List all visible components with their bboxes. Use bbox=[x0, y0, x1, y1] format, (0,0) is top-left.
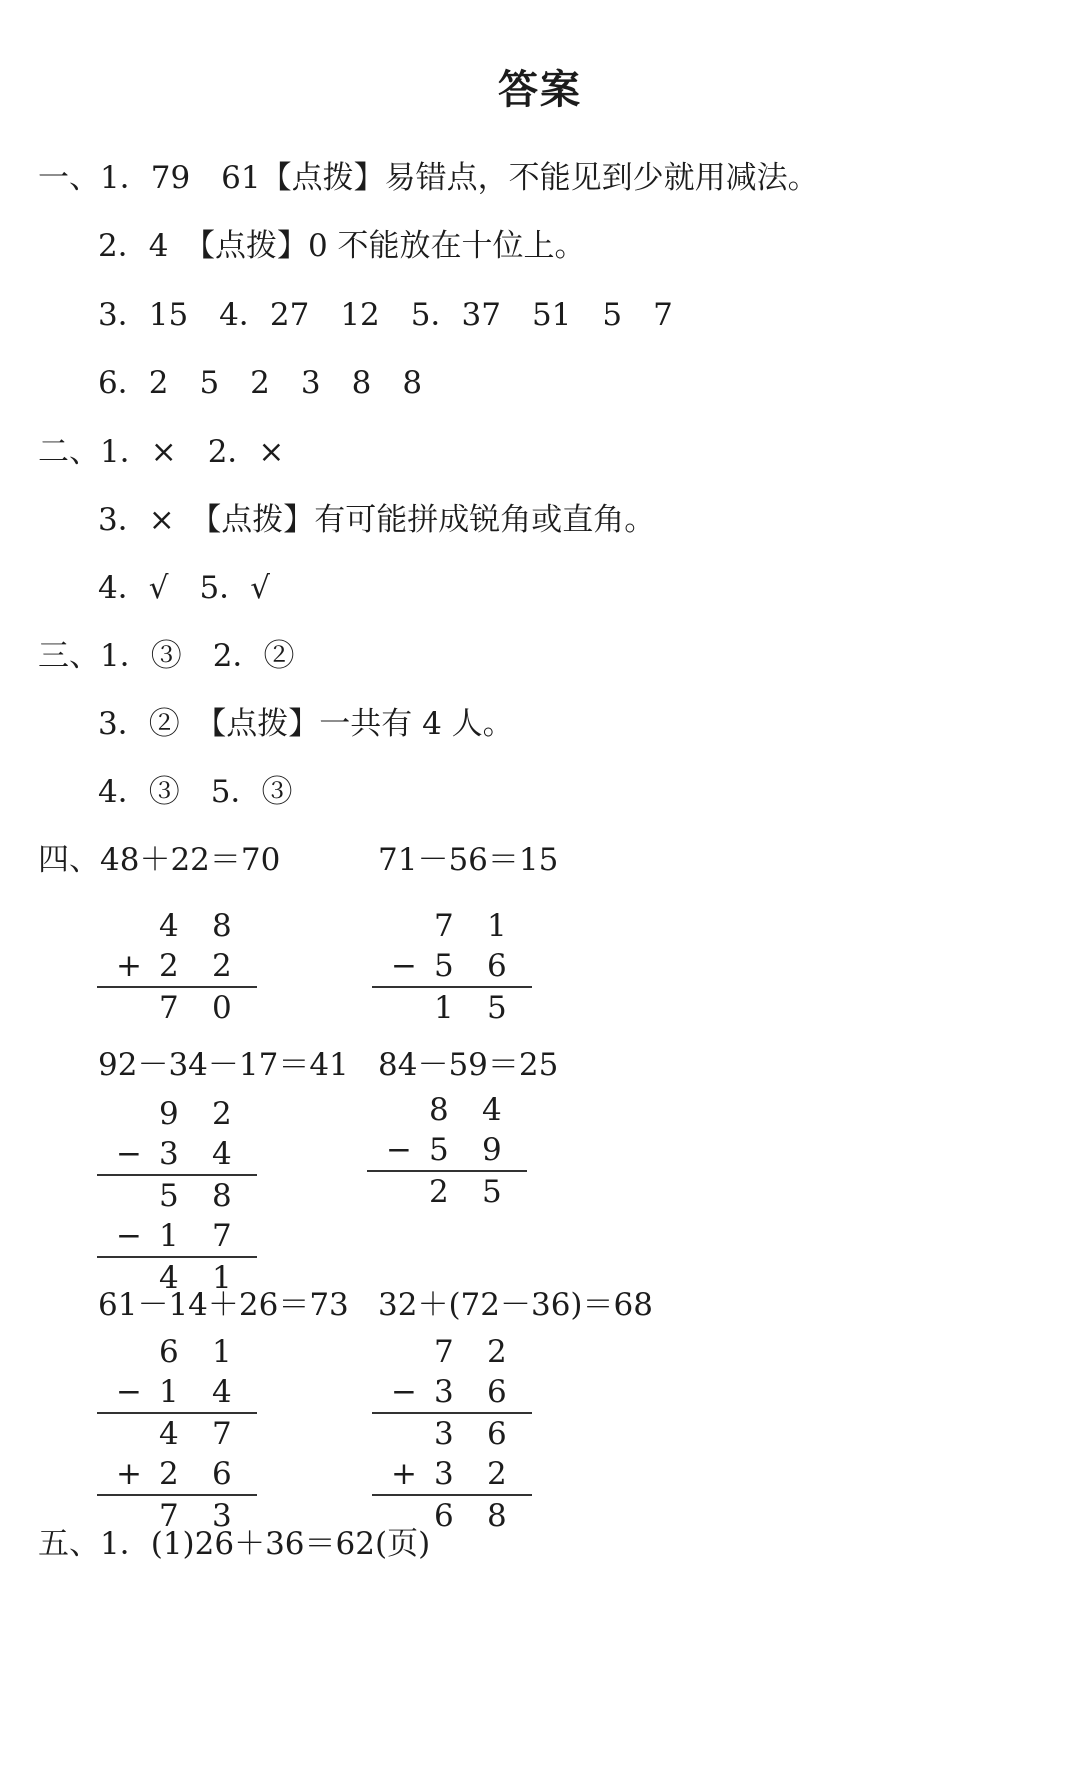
digit: 6 bbox=[487, 948, 507, 984]
operator: − bbox=[116, 1136, 142, 1172]
answer-line-10: 4．③ 5．③ bbox=[98, 774, 293, 810]
digit: 2 bbox=[212, 1096, 232, 1132]
answer-line-5: 二、1．× 2．× bbox=[38, 434, 285, 470]
answer-line-4: 6．2 5 2 3 8 8 bbox=[98, 365, 423, 401]
digit: 9 bbox=[482, 1132, 502, 1168]
equation-line-1: 四、48＋22＝70 bbox=[38, 842, 281, 878]
digit: 4 bbox=[212, 1136, 232, 1172]
answer-line-7: 4．√ 5．√ bbox=[98, 570, 270, 606]
digit: 3 bbox=[434, 1416, 454, 1452]
digit: 2 bbox=[159, 948, 179, 984]
digit: 7 bbox=[212, 1218, 232, 1254]
operator: − bbox=[116, 1218, 142, 1254]
digit: 6 bbox=[212, 1456, 232, 1492]
digit: 8 bbox=[487, 1498, 507, 1534]
digit: 3 bbox=[434, 1374, 454, 1410]
operator: + bbox=[116, 1456, 142, 1492]
digit: 7 bbox=[434, 908, 454, 944]
digit: 9 bbox=[159, 1096, 179, 1132]
digit: 2 bbox=[487, 1334, 507, 1370]
operator: − bbox=[116, 1374, 142, 1410]
digit: 6 bbox=[434, 1498, 454, 1534]
vertical-calc-6 bbox=[372, 1332, 532, 1536]
equation-line-3: 92－34－17＝41 bbox=[98, 1047, 349, 1083]
digit: 5 bbox=[434, 948, 454, 984]
answer-line-6: 3．× 【点拨】有可能拼成锐角或直角。 bbox=[98, 502, 656, 538]
digit: 1 bbox=[212, 1260, 232, 1296]
digit: 3 bbox=[212, 1498, 232, 1534]
digit: 5 bbox=[482, 1174, 502, 1210]
equation-line-5: 61－14＋26＝73 bbox=[98, 1287, 349, 1323]
digit: 4 bbox=[159, 1416, 179, 1452]
answer-line-3: 3．15 4．27 12 5．37 51 5 7 bbox=[98, 297, 673, 333]
operator: + bbox=[116, 948, 142, 984]
operator: − bbox=[391, 948, 417, 984]
digit: 8 bbox=[212, 908, 232, 944]
digit: 2 bbox=[159, 1456, 179, 1492]
operator: − bbox=[386, 1132, 412, 1168]
digit: 0 bbox=[212, 990, 232, 1026]
digit: 3 bbox=[159, 1136, 179, 1172]
digit: 5 bbox=[487, 990, 507, 1026]
answer-line-2: 2．4 【点拨】0 不能放在十位上。 bbox=[98, 228, 586, 264]
digit: 2 bbox=[429, 1174, 449, 1210]
digit: 7 bbox=[212, 1416, 232, 1452]
digit: 1 bbox=[212, 1334, 232, 1370]
vertical-calc-4 bbox=[367, 1090, 527, 1212]
digit: 4 bbox=[159, 908, 179, 944]
equation-line-4: 84－59＝25 bbox=[378, 1047, 559, 1083]
digit: 2 bbox=[487, 1456, 507, 1492]
vertical-calc-2 bbox=[372, 906, 532, 1028]
equation-line-6: 32＋(72－36)＝68 bbox=[378, 1287, 653, 1323]
digit: 6 bbox=[487, 1416, 507, 1452]
vertical-calc-5 bbox=[97, 1332, 257, 1536]
vertical-calc-1 bbox=[97, 906, 257, 1028]
digit: 7 bbox=[159, 1498, 179, 1534]
digit: 7 bbox=[434, 1334, 454, 1370]
digit: 5 bbox=[159, 1178, 179, 1214]
answer-line-9: 3．② 【点拨】一共有 4 人。 bbox=[98, 706, 514, 742]
page-title: 答案 bbox=[498, 67, 582, 113]
digit: 1 bbox=[434, 990, 454, 1026]
digit: 4 bbox=[159, 1260, 179, 1296]
digit: 4 bbox=[212, 1374, 232, 1410]
digit: 2 bbox=[212, 948, 232, 984]
operator: − bbox=[391, 1374, 417, 1410]
digit: 1 bbox=[159, 1374, 179, 1410]
digit: 6 bbox=[159, 1334, 179, 1370]
answer-line-last: 五、1．(1)26＋36＝62(页) bbox=[38, 1526, 431, 1562]
digit: 1 bbox=[159, 1218, 179, 1254]
digit: 7 bbox=[159, 990, 179, 1026]
digit: 8 bbox=[212, 1178, 232, 1214]
digit: 4 bbox=[482, 1092, 502, 1128]
digit: 5 bbox=[429, 1132, 449, 1168]
vertical-calc-3 bbox=[97, 1094, 257, 1298]
digit: 8 bbox=[429, 1092, 449, 1128]
equation-line-2: 71－56＝15 bbox=[378, 842, 559, 878]
answer-line-1: 一、1．79 61【点拨】易错点，不能见到少就用减法。 bbox=[38, 160, 819, 196]
digit: 6 bbox=[487, 1374, 507, 1410]
digit: 3 bbox=[434, 1456, 454, 1492]
answer-line-8: 三、1．③ 2．② bbox=[38, 638, 295, 674]
digit: 1 bbox=[487, 908, 507, 944]
operator: + bbox=[391, 1456, 417, 1492]
